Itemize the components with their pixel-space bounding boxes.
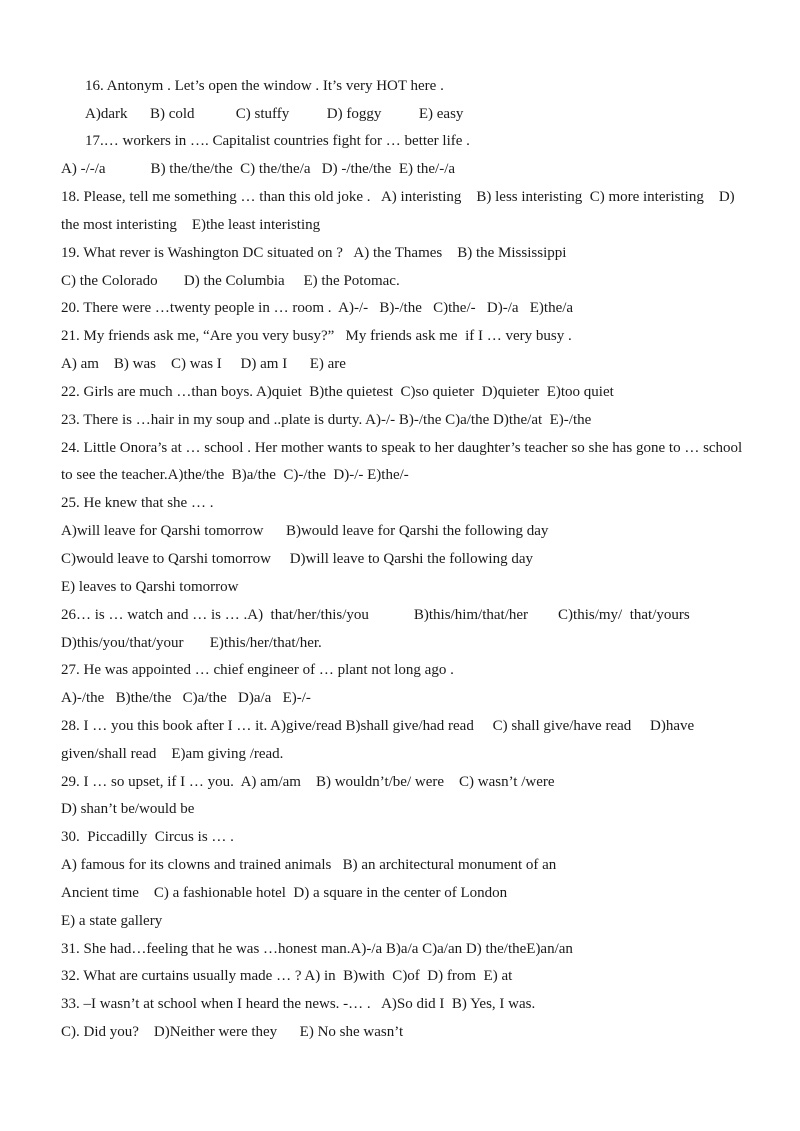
question-25-text: 25. He knew that she … . xyxy=(61,495,214,511)
question-25-option-e: E) leaves to Qarshi tomorrow xyxy=(61,579,239,595)
question-18-text: 18. Please, tell me something … than this old joke . A) interisting B) less interisting C) more interisting D) xyxy=(61,189,735,205)
question-29-text: 29. I … so upset, if I … you. A) am/am B) wouldn’t/be/ were C) wasn’t /were xyxy=(61,774,555,790)
question-25-options-cd: C)would leave to Qarshi tomorrow D)will leave to Qarshi the following day xyxy=(61,551,533,567)
question-22-text: 22. Girls are much …than boys. A)quiet B)the quietest C)so quieter D)quieter E)too quiet xyxy=(61,384,614,400)
question-27-options: A)-/the B)the/the C)a/the D)a/a E)-/- xyxy=(61,690,311,706)
question-30-options-ab: A) famous for its clowns and trained animals B) an architectural monument of an xyxy=(61,857,557,873)
question-19-text: 19. What rever is Washington DC situated on ? A) the Thames B) the Mississippi xyxy=(61,245,567,261)
question-28-options: given/shall read E)am giving /read. xyxy=(61,746,284,762)
question-21-text: 21. My friends ask me, “Are you very busy?” My friends ask me if I … very busy . xyxy=(61,328,572,344)
question-16-options: A)dark B) cold C) stuffy D) foggy E) easy xyxy=(85,106,464,122)
question-26-text: 26… is … watch and … is … .A) that/her/this/you B)this/him/that/her C)this/my/ that/yours xyxy=(61,607,690,623)
question-25-options-ab: A)will leave for Qarshi tomorrow B)would leave for Qarshi the following day xyxy=(61,523,549,539)
question-33-text: 33. –I wasn’t at school when I heard the news. -… . A)So did I B) Yes, I was. xyxy=(61,996,536,1012)
question-28-text: 28. I … you this book after I … it. A)give/read B)shall give/had read C) shall give/have read D)have xyxy=(61,718,695,734)
question-31-text: 31. She had…feeling that he was …honest man.A)-/a B)a/a C)a/an D) the/theE)an/an xyxy=(61,941,573,957)
question-19-options: C) the Colorado D) the Columbia E) the Potomac. xyxy=(61,273,400,289)
question-21-options: A) am B) was C) was I D) am I E) are xyxy=(61,356,346,372)
question-17-options: A) -/-/a B) the/the/the C) the/the/a D) -/the/the E) the/-/a xyxy=(61,161,456,177)
question-26-options: D)this/you/that/your E)this/her/that/her. xyxy=(61,635,322,651)
question-24-options: to see the teacher.A)the/the B)a/the C)-/the D)-/- E)the/- xyxy=(61,467,409,483)
question-23-text: 23. There is …hair in my soup and ..plate is durty. A)-/- B)-/the C)a/the D)the/at E)-/the xyxy=(61,412,592,428)
question-24-text: 24. Little Onora’s at … school . Her mother wants to speak to her daughter’s teacher so she has gone to … school xyxy=(61,440,743,456)
question-16-text: 16. Antonym . Let’s open the window . It’s very HOT here . xyxy=(85,78,444,94)
question-17-text: 17.… workers in …. Capitalist countries fight for … better life . xyxy=(85,133,470,149)
question-32-text: 32. What are curtains usually made … ? A) in B)with C)of D) from E) at xyxy=(61,968,513,984)
question-18-options: the most interisting E)the least interisting xyxy=(61,217,321,233)
question-30-text: 30. Piccadilly Circus is … . xyxy=(61,829,234,845)
question-20-text: 20. There were …twenty people in … room . A)-/- B)-/the C)the/- D)-/a E)the/a xyxy=(61,300,574,316)
question-29-options: D) shan’t be/would be xyxy=(61,801,195,817)
question-30-options-cd: Ancient time C) a fashionable hotel D) a square in the center of London xyxy=(61,885,508,901)
question-33-options: C). Did you? D)Neither were they E) No she wasn’t xyxy=(61,1024,404,1040)
question-30-option-e: E) a state gallery xyxy=(61,913,163,929)
question-27-text: 27. He was appointed … chief engineer of … plant not long ago . xyxy=(61,662,454,678)
